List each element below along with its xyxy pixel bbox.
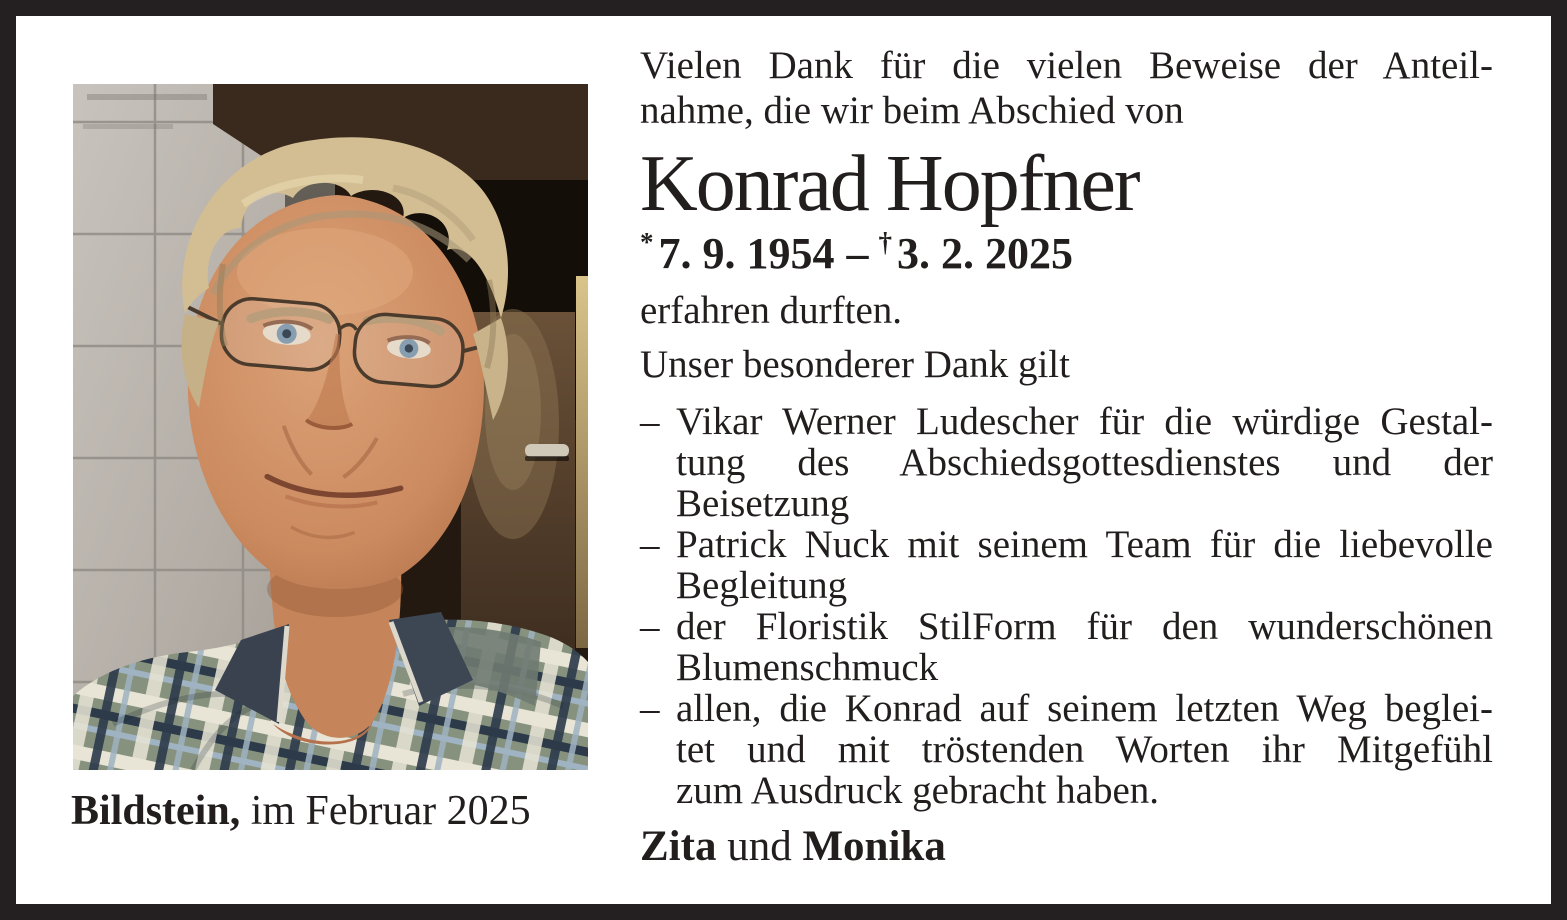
after-dates-text: erfahren durften. [640, 289, 903, 332]
dateline-place: Bildstein, [71, 788, 241, 834]
item4-line3: zum Ausdruck gebracht haben. [676, 769, 1160, 812]
intro-line-2: nahme, die wir beim Abschied von [640, 89, 1184, 132]
door-handle [525, 444, 569, 457]
signature-conjunction: und [716, 823, 803, 870]
list-item [640, 688, 1493, 811]
dates-separator: – [846, 229, 869, 278]
bullet-dash: – [640, 687, 660, 730]
item3-line1: der Floristik StilForm für den wunderschönen [676, 605, 1493, 648]
birth-star-icon: * [640, 227, 654, 257]
item3-line2: Blumenschmuck [676, 646, 939, 689]
item4-line2: tet und mit tröstenden Worten ihr Mitgefühl [676, 728, 1493, 771]
death-date: 3. 2. 2025 [897, 229, 1073, 278]
portrait-photo [73, 84, 588, 770]
dateline [71, 788, 531, 834]
signature-name-2: Monika [802, 823, 946, 870]
list-item [640, 606, 1493, 688]
dateline-rest: im Februar 2025 [240, 788, 531, 834]
item4-line1: allen, die Konrad auf seinem letzten Weg beglei- [676, 687, 1493, 730]
death-dagger-icon: † [878, 227, 892, 257]
life-dates [640, 220, 1493, 276]
item1-line2: tung des Abschiedsgottesdienstes und der [676, 441, 1493, 484]
bullet-dash: – [640, 605, 660, 648]
birth-date: 7. 9. 1954 [658, 229, 835, 278]
item2-line1: Patrick Nuck mit seinem Team für die liebevolle [676, 523, 1493, 566]
intro-line-1: Vielen Dank für die vielen Beweise der Anteil- [640, 44, 1493, 87]
item2-line2: Begleitung [676, 564, 848, 607]
portrait-photo-svg [73, 84, 588, 770]
item1-line1: Vikar Werner Ludescher für die würdige Gestal- [676, 400, 1493, 443]
list-item [640, 401, 1493, 524]
light-sliver [576, 276, 588, 648]
list-item [640, 524, 1493, 606]
item1-line3: Beisetzung [676, 482, 850, 525]
intro-paragraph [640, 43, 1493, 133]
bullet-dash: – [640, 523, 660, 566]
deceased-name: Konrad Hopfner [640, 140, 1139, 228]
signature [640, 823, 1493, 871]
thanks-heading: Unser besonderer Dank gilt [640, 343, 1070, 386]
bullet-dash: – [640, 400, 660, 443]
signature-name-1: Zita [640, 823, 717, 870]
thanks-list [640, 401, 1493, 811]
